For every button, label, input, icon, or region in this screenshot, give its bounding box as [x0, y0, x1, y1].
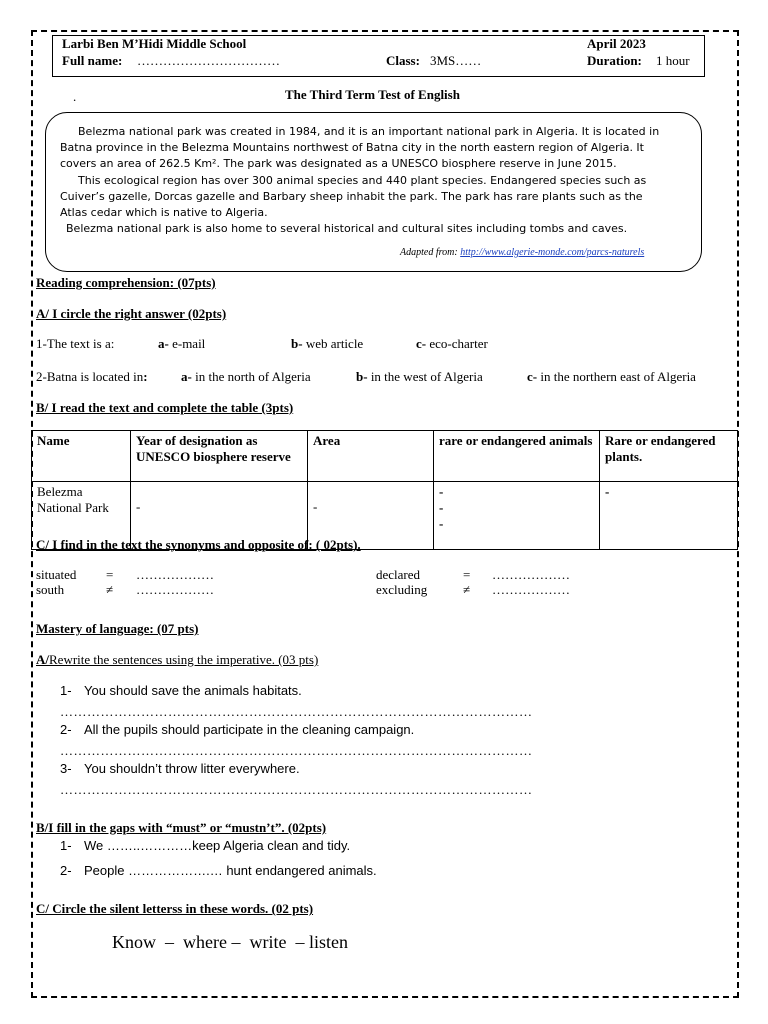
table-header-cell: Rare or endangered plants.: [600, 431, 738, 482]
vocab-word: excluding: [376, 582, 428, 597]
passage-line: Batna province in the Belezma Mountains northwest of Batna city in the north eastern region of Algeria. It: [60, 141, 644, 154]
source-label: Adapted from:: [400, 247, 458, 258]
vocab-word: south: [36, 582, 65, 597]
info-table: [31, 430, 738, 550]
sentence-number: 3-: [60, 761, 72, 776]
q2-option-b[interactable]: b- in the west of Algeria: [356, 369, 483, 384]
sentence-number: 1-: [60, 683, 72, 698]
q1-option-b[interactable]: b- web article: [291, 336, 364, 351]
table-cell-area[interactable]: -: [308, 482, 434, 550]
sentence-text: You shouldn’t throw litter everywhere.: [84, 761, 300, 776]
passage-line: This ecological region has over 300 animal species and 440 plant species. Endangered species such as: [78, 174, 647, 187]
table-cell-plants[interactable]: -: [600, 482, 738, 550]
class-field[interactable]: 3MS……: [430, 53, 482, 68]
table-cell-animals[interactable]: [434, 482, 600, 550]
q2-option-c[interactable]: c- in the northern east of Algeria: [527, 369, 696, 384]
fullname-label: Full name:: [62, 53, 123, 68]
answer-line[interactable]: ……………………………………………………………………………………………: [60, 743, 533, 758]
duration-label: Duration:: [587, 53, 642, 68]
vocab-sign: ≠: [463, 582, 471, 597]
passage-line: Atlas cedar which is native to Algeria.: [60, 206, 268, 219]
table-header-cell: Area: [308, 431, 434, 482]
answer-line[interactable]: ……………………………………………………………………………………………: [60, 782, 533, 797]
table-header-cell: rare or endangered animals: [434, 431, 600, 482]
animal-blank[interactable]: -: [439, 500, 444, 515]
table-header-row: [32, 431, 738, 482]
vocab-word: situated: [36, 567, 77, 582]
mastery-partB-title: B/I fill in the gaps with “must” or “mustn’t”. (02pts): [36, 820, 327, 835]
q1-option-a[interactable]: a- e-mail: [158, 336, 206, 351]
partA-title: A/ I circle the right answer (02pts): [36, 306, 227, 321]
q2-option-a[interactable]: a- in the north of Algeria: [181, 369, 311, 384]
mastery-partC-title: C/ Circle the silent letterss in these words. (02 pts): [36, 901, 314, 916]
reading-section-title: Reading comprehension: (07pts): [36, 275, 216, 290]
passage-line: Belezma national park was created in 1984, and it is an important national park in Algeria. It is located in: [78, 125, 660, 138]
animal-blank[interactable]: -: [439, 484, 444, 499]
passage-line: covers an area of 262.5 Km². The park was designated as a UNESCO biosphere reserve in June 2015.: [60, 157, 617, 170]
gap-sentence[interactable]: We ……..…………keep Algeria clean and tidy.: [84, 838, 351, 853]
gap-number: 1-: [60, 838, 72, 853]
vocab-blank[interactable]: ………………: [136, 567, 214, 582]
passage-source: [400, 247, 644, 258]
gap-sentence[interactable]: People ……………….… hunt endangered animals.: [84, 863, 377, 878]
animal-blank[interactable]: -: [439, 516, 444, 531]
table-cell-name: Belezma National Park: [32, 482, 131, 550]
table-header-cell: Name: [32, 431, 131, 482]
source-link[interactable]: http://www.algerie-monde.com/parcs-naturels: [460, 247, 645, 258]
mastery-partA-title: A/Rewrite the sentences using the imperative. (03 pts): [36, 652, 319, 667]
vocab-sign: =: [463, 567, 471, 582]
gap-number: 2-: [60, 863, 72, 878]
vocab-sign: =: [106, 567, 114, 582]
vocab-blank[interactable]: ………………: [492, 567, 570, 582]
school-name: Larbi Ben M’Hidi Middle School: [62, 36, 247, 51]
sentence-number: 2-: [60, 722, 72, 737]
silent-letter-words[interactable]: Know – where – write – listen: [112, 932, 348, 952]
sentence-text: You should save the animals habitats.: [84, 683, 302, 698]
q2-stem: 2-Batna is located in:: [36, 369, 148, 384]
partC-title: C/ I find in the text the synonyms and opposite of: ( 02pts).: [36, 537, 361, 552]
fullname-field[interactable]: ……………………………: [137, 53, 280, 68]
answer-line[interactable]: ……………………………………………………………………………………………: [60, 704, 533, 719]
vocab-sign: ≠: [106, 582, 114, 597]
q1-option-c[interactable]: c- eco-charter: [416, 336, 488, 351]
partB-title: B/ I read the text and complete the table (3pts): [36, 400, 294, 415]
table-header-cell: Year of designation as UNESCO biosphere reserve: [131, 431, 308, 482]
test-date: April 2023: [587, 36, 646, 51]
stray-dot: .: [73, 89, 77, 104]
passage-line: Belezma national park is also home to several historical and cultural sites including tombs and caves.: [66, 222, 628, 235]
table-cell-year[interactable]: -: [131, 482, 308, 550]
test-title: The Third Term Test of English: [285, 87, 460, 102]
sentence-text: All the pupils should participate in the cleaning campaign.: [84, 722, 415, 737]
vocab-word: declared: [376, 567, 421, 582]
class-label: Class:: [386, 53, 420, 68]
vocab-blank[interactable]: ………………: [492, 582, 570, 597]
mastery-section-title: Mastery of language: (07 pts): [36, 621, 199, 636]
duration-value: 1 hour: [656, 53, 690, 68]
passage-line: Cuiver’s gazelle, Dorcas gazelle and Barbary sheep inhabit the park. The park has rare plants such as the: [60, 190, 643, 203]
q1-stem: 1-The text is a:: [36, 336, 115, 351]
vocab-blank[interactable]: ………………: [136, 582, 214, 597]
